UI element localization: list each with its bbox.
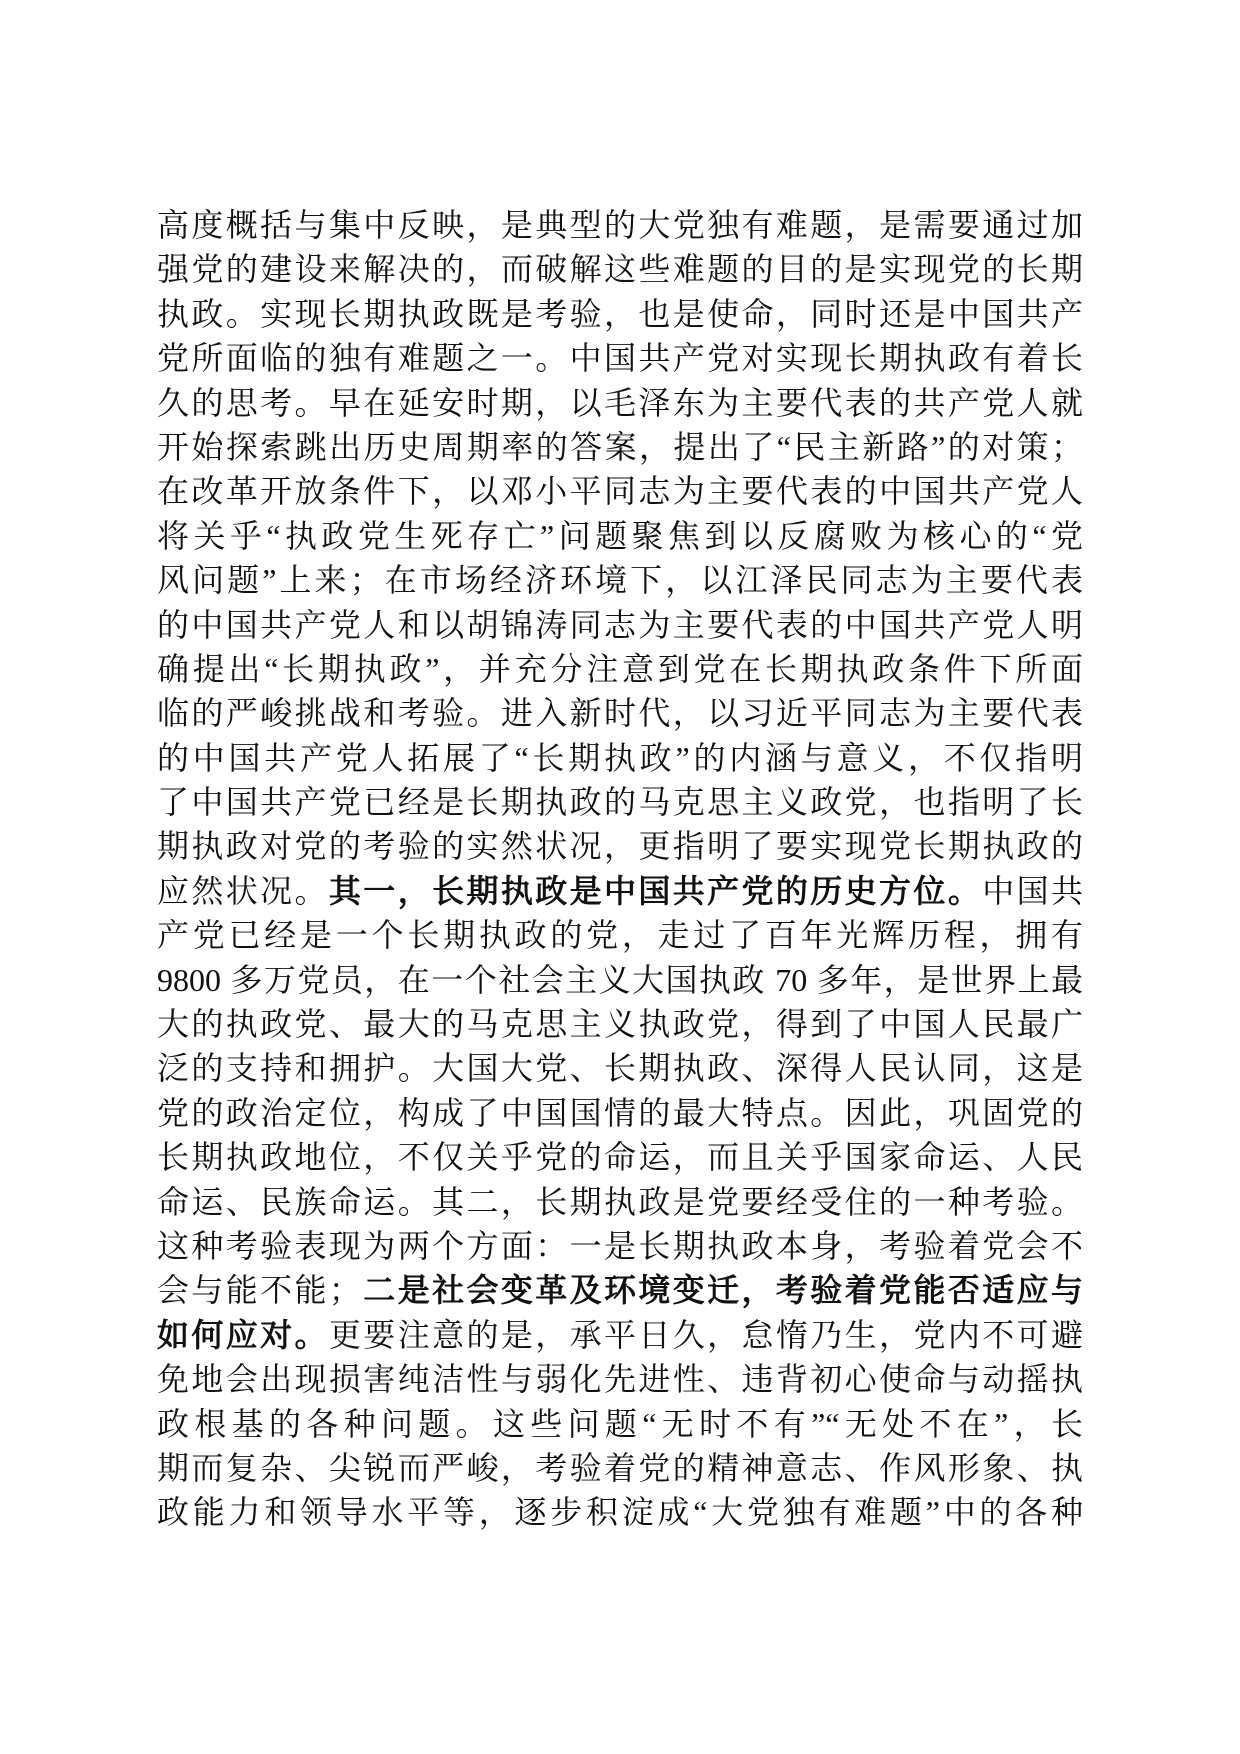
text-line: 将关乎“执政党生死存亡”问题聚焦到以反腐败为核心的“党 [157, 517, 1083, 554]
text-segment: 应然状况。 [157, 872, 329, 909]
text-line: 长期执政地位，不仅关乎党的命运，而且关乎国家命运、人民 [157, 1139, 1083, 1176]
body-paragraph [157, 203, 1083, 1535]
text-line: 确提出“长期执政”，并充分注意到党在长期执政条件下所面 [157, 650, 1083, 687]
text-line: 产党已经是一个长期执政的党，走过了百年光辉历程，拥有 [157, 917, 1083, 954]
text-line: 了中国共产党已经是长期执政的马克思主义政党，也指明了长 [157, 784, 1083, 821]
text-line: 大的执政党、最大的马克思主义执政党，得到了中国人民最广 [157, 1006, 1083, 1043]
text-line: 高度概括与集中反映，是典型的大党独有难题，是需要通过加 [157, 207, 1083, 243]
text-line: 强党的建设来解决的，而破解这些难题的目的是实现党的长期 [157, 251, 1083, 288]
text-line: 命运、民族命运。其二，长期执政是党要经受住的一种考验。 [157, 1183, 1083, 1220]
text-line: 临的严峻挑战和考验。进入新时代，以习近平同志为主要代表 [157, 695, 1083, 732]
text-line: 的中国共产党人和以胡锦涛同志为主要代表的中国共产党人明 [157, 606, 1083, 643]
text-segment: 更要注意的是，承平日久，怠惰乃生，党内不可避 [328, 1316, 1083, 1353]
text-line: 党的政治定位，构成了中国国情的最大特点。因此，巩固党的 [157, 1094, 1083, 1131]
text-line: 风问题”上来；在市场经济环境下，以江泽民同志为主要代表 [157, 562, 1083, 599]
bold-text-segment: 其一，长期执政是中国共产党的历史方位。 [328, 872, 983, 909]
text-line: 执政。实现长期执政既是考验，也是使命，同时还是中国共产 [157, 295, 1083, 332]
text-line: 的中国共产党人拓展了“长期执政”的内涵与意义，不仅指明 [157, 739, 1083, 776]
text-line [157, 869, 1083, 913]
text-line: 政能力和领导水平等，逐步积淀成“大党独有难题”中的各种 [157, 1494, 1083, 1531]
text-line: 这种考验表现为两个方面：一是长期执政本身，考验着党会不 [157, 1227, 1083, 1264]
text-line: 政根基的各种问题。这些问题“无时不有”“无处不在”，长 [157, 1405, 1083, 1442]
text-line: 党所面临的独有难题之一。中国共产党对实现长期执政有着长 [157, 340, 1083, 377]
text-line [157, 1313, 1083, 1357]
text-line: 9800 多万党员，在一个社会主义大国执政 70 多年，是世界上最 [157, 961, 1083, 998]
text-segment: 中国共 [982, 872, 1083, 909]
text-line: 期而复杂、尖锐而严峻，考验着党的精神意志、作风形象、执 [157, 1449, 1083, 1486]
text-segment: 会与能不能； [157, 1272, 361, 1309]
text-line: 在改革开放条件下，以邓小平同志为主要代表的中国共产党人 [157, 473, 1083, 510]
bold-text-segment: 二是社会变革及环境变迁，考验着党能否适应与 [360, 1272, 1083, 1309]
text-line: 开始探索跳出历史周期率的答案，提出了“民主新路”的对策； [157, 428, 1083, 465]
text-line: 久的思考。早在延安时期，以毛泽东为主要代表的共产党人就 [157, 384, 1083, 421]
text-line: 免地会出现损害纯洁性与弱化先进性、违背初心使命与动摇执 [157, 1361, 1083, 1398]
text-line [157, 1268, 1083, 1312]
text-line: 泛的支持和拥护。大国大党、长期执政、深得人民认同，这是 [157, 1050, 1083, 1087]
text-line: 期执政对党的考验的实然状况，更指明了要实现党长期执政的 [157, 828, 1083, 865]
bold-text-segment: 如何应对。 [157, 1316, 329, 1353]
